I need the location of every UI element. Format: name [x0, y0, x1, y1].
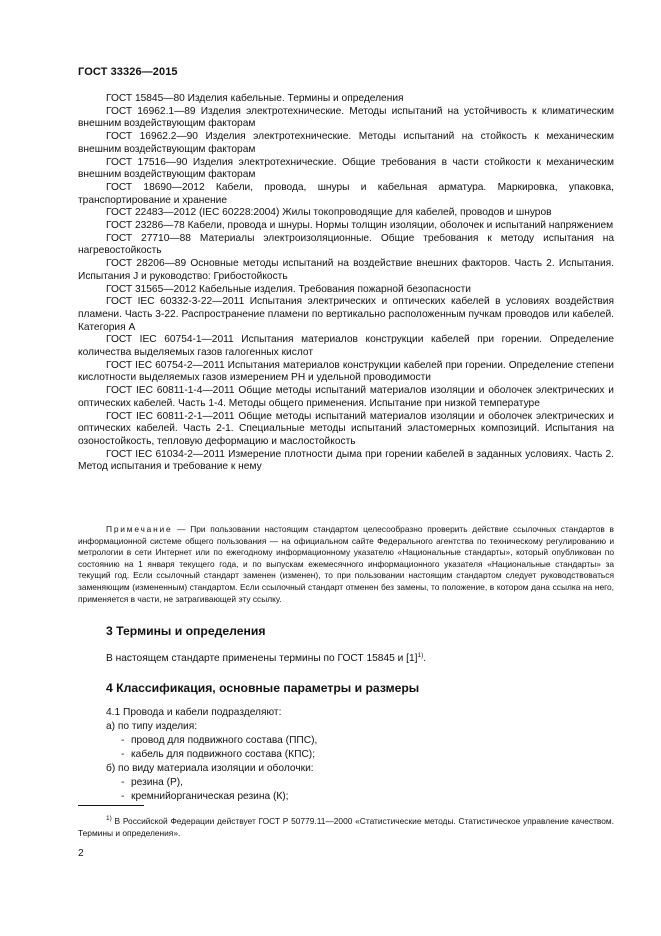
- page-number: 2: [78, 848, 84, 859]
- footnote-divider: [78, 805, 144, 806]
- note-label: Примечание: [106, 524, 173, 534]
- reference-item: ГОСТ 15845—80 Изделия кабельные. Термины и определения: [106, 93, 404, 104]
- reference-item: ГОСТ 22483—2012 (IEC 60228:2004) Жилы токопроводящие для кабелей, проводов и шнуров: [106, 207, 552, 219]
- clause-4-1: 4.1 Провода и кабели подразделяют:: [106, 707, 282, 718]
- reference-item: ГОСТ 27710—88 Материалы электроизоляционные. Общие требования к методу испытания на нагревостойкость: [78, 232, 614, 257]
- reference-item: ГОСТ IEC 60754-2—2011 Испытания материалов конструкции кабелей при горении. Определение степени кислотности выделяемых газов измерением РН и удельной проводимости: [78, 359, 614, 384]
- list-subitem-text: кремнийорганическая резина (К);: [131, 791, 289, 802]
- reference-item: ГОСТ IEC 61034-2—2011 Измерение плотности дыма при горении кабелей в заданных условиях. Часть 2. Метод испытания и требование к нему: [78, 448, 614, 473]
- reference-item: ГОСТ 28206—89 Основные методы испытаний на воздействие внешних факторов. Часть 2. Испытания. Испытания J и руководство: Грибостойкость: [78, 258, 614, 282]
- list-subitem: [106, 776, 317, 790]
- section-3-title: 3 Термины и определения: [106, 624, 266, 638]
- list-subitem: [106, 790, 317, 804]
- list-subitem: [106, 734, 317, 748]
- footnote-mark: 1): [106, 815, 112, 822]
- footnote-text: В Российской Федерации действует ГОСТ Р 50779.11—2000 «Статистические методы. Статистическое управление качеством. Термины и определения».: [78, 816, 614, 838]
- list-item-b: б) по виду материала изоляции и оболочки:: [106, 763, 314, 774]
- reference-item: ГОСТ 16962.1—89 Изделия электротехнические. Методы испытаний на устойчивость к климатическим внешним воздействующим факторам: [78, 105, 614, 130]
- section-3-text: [106, 652, 426, 666]
- reference-item: ГОСТ 18690—2012 Кабели, провода, шнуры и кабельная арматура. Маркировка, упаковка, транспортирование и хранение: [78, 181, 614, 206]
- reference-item: ГОСТ 16962.2—90 Изделия электротехнические. Методы испытаний на стойкость к механическим внешним воздействующим факторам: [78, 131, 614, 155]
- list-subitem-text: провод для подвижного состава (ППС),: [131, 735, 318, 746]
- dash-marker: -: [121, 749, 125, 760]
- reference-item: ГОСТ IEC 60332-3-22—2011 Испытания электрических и оптических кабелей в условиях воздействия пламени. Часть 3-22. Распространение пламени по вертикально расположенным пучкам проводов или кабелей. Категория А: [78, 296, 614, 333]
- note-paragraph: [78, 524, 614, 605]
- dash-marker: -: [121, 791, 125, 802]
- list-subitem: [106, 748, 317, 762]
- reference-item: ГОСТ IEC 60754-1—2011 Испытания материалов конструкции кабелей при горении. Определение количества выделяемых газов галогенных кислот: [78, 334, 614, 359]
- note-text: — При пользовании настоящим стандартом целесообразно проверить действие ссылочных стандартов в информационной системе общего пользования — на официальном сайте Федерального агентства по техническому регулированию и метрологии в сети Интернет или по ежегодному информационному указателю «Национальные стандарты», который опубликован по состоянию на 1 января текущего года, и по выпускам ежемесячного информационного указателя «Национальные стандарты» за текущий год. Если ссылочный стандарт заменен (изменен), то при пользовании настоящим стандартом следует руководствоваться заменяющим (измененным) стандартом. Если ссылочный стандарт отменен без замены, то положение, в котором дана ссылка на него, применяется в части, не затрагивающей эту ссылку.: [78, 524, 614, 604]
- reference-item: ГОСТ 17516—90 Изделия электротехнические. Общие требования в части стойкости к механическим внешним воздействующим факторам: [78, 156, 614, 181]
- footnote: [78, 816, 614, 840]
- section-3-body: В настоящем стандарте применены термины по ГОСТ 15845 и [1]: [106, 653, 418, 664]
- reference-item: ГОСТ 31565—2012 Кабельные изделия. Требования пожарной безопасности: [106, 283, 471, 295]
- classification-list: [106, 706, 317, 804]
- reference-item: ГОСТ 23286—78 Кабели, провода и шнуры. Нормы толщин изоляции, оболочек и испытаний напряжением: [106, 220, 614, 232]
- dash-marker: -: [121, 735, 125, 746]
- reference-item: ГОСТ IEC 60811-2-1—2011 Общие методы испытаний материалов изоляции и оболочек электрических и оптических кабелей. Часть 2-1. Специальные методы испытаний эластомерных композиций. Испытания на озоностойкость, тепловую деформацию и маслостойкость: [78, 410, 614, 447]
- normative-references-list: [78, 93, 614, 474]
- dash-marker: -: [121, 777, 125, 788]
- section-3-period: .: [423, 653, 427, 664]
- footnote-ref[interactable]: 1): [417, 652, 424, 659]
- list-subitem-text: резина (Р),: [131, 777, 184, 788]
- list-subitem-text: кабель для подвижного состава (КПС);: [131, 749, 316, 760]
- reference-item: ГОСТ IEC 60811-1-4—2011 Общие методы испытаний материалов изоляции и оболочек электрических и оптических кабелей. Часть 1-4. Методы общего применения. Испытание при низкой температуре: [78, 385, 614, 409]
- document-header: ГОСТ 33326—2015: [78, 66, 178, 78]
- list-item-a: а) по типу изделия:: [106, 721, 198, 732]
- section-4-title: 4 Классификация, основные параметры и размеры: [106, 681, 420, 695]
